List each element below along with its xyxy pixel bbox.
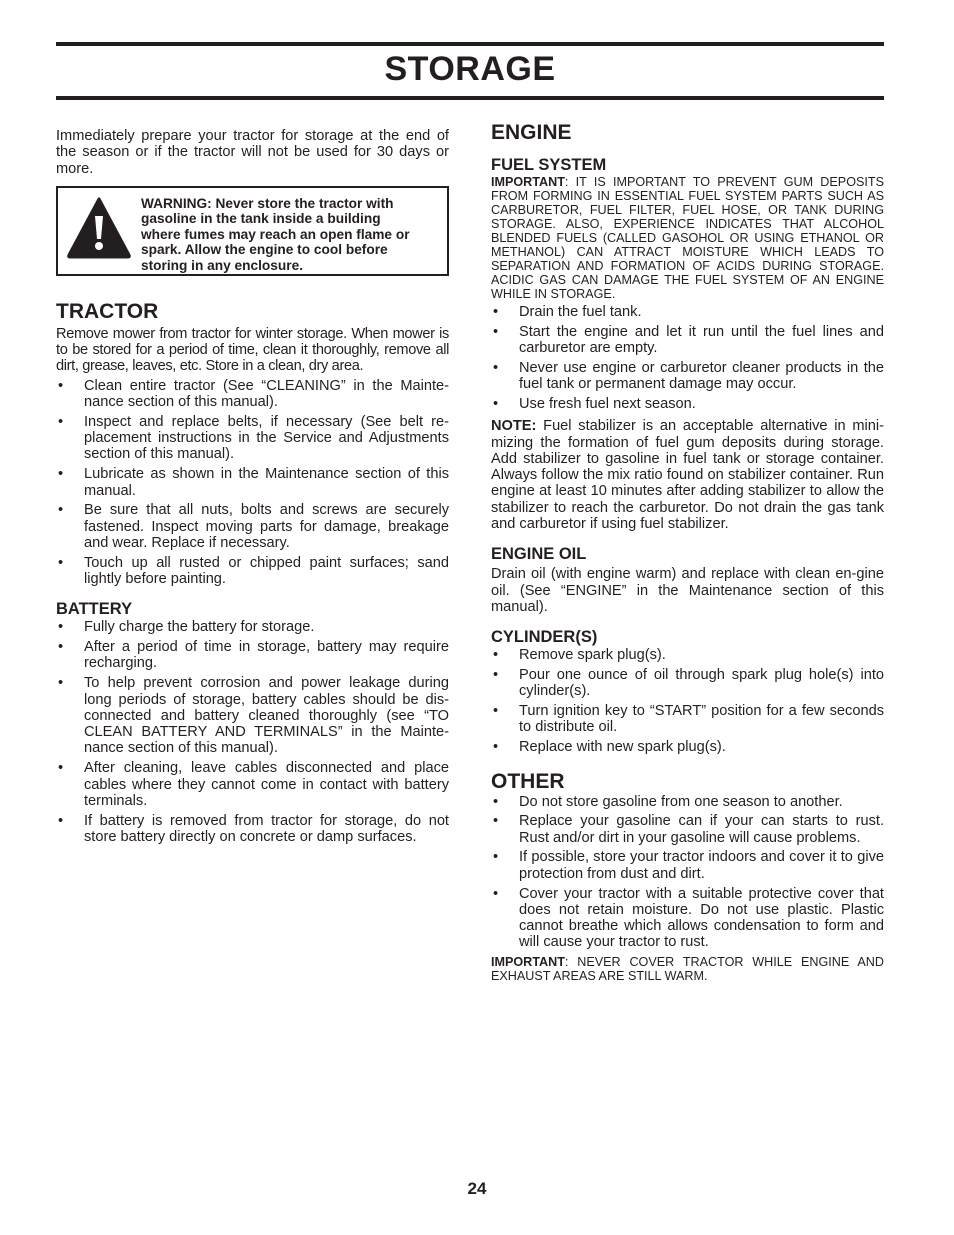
note-text: Fuel stabilizer is an acceptable alternative in mini-mizing the formation of fuel gum deposits during storage. Add stabilizer to gasoline in fuel tank or storage container. Always follow the mix ratio found on stabilizer container. Run engine at least 10 minutes after adding stabilizer to allow the stabilizer to reach the carburetor. Do not drain the gas tank and carburetor if using fuel stabilizer. <box>491 418 884 533</box>
intro-paragraph: Immediately prepare your tractor for storage at the end of the season or if the tractor will not be used for 30 days or more. <box>56 128 449 177</box>
list-item: • Start the engine and let it run until the fuel lines and carburetor are empty. <box>491 324 884 357</box>
other-important-paragraph <box>491 955 884 983</box>
list-item: • Clean entire tractor (See “CLEANING” in the Mainte-nance section of this manual). <box>56 378 449 411</box>
other-list <box>491 794 884 951</box>
important-text: : IT IS IMPORTANT TO PREVENT GUM DEPOSITS FROM FORMING IN ESSENTIAL FUEL SYSTEM PARTS SUCH AS CARBURETOR, FUEL FILTER, FUEL HOSE, OR TANK DURING STORAGE. ALSO, EXPERIENCE INDICATES THAT ALCOHOL BLENDED FUELS (CALLED GASOHOL OR USING ETHANOL OR METHANOL) CAN ATTRACT MOISTURE WHICH LEADS TO SEPARATION AND FORMATION OF ACIDS DURING STORAGE. ACIDIC GAS CAN DAMAGE THE FUEL SYSTEM OF AN ENGINE WHILE IN STORAGE. <box>491 175 884 301</box>
header-rule-top <box>56 42 884 46</box>
battery-list <box>56 619 449 845</box>
list-item: • Touch up all rusted or chipped paint surfaces; sand lightly before painting. <box>56 555 449 588</box>
list-item: • Be sure that all nuts, bolts and screws are securely fastened. Inspect moving parts for damage, breakage and wear. Replace if necessary. <box>56 502 449 551</box>
list-item: • After cleaning, leave cables disconnected and place cables where they cannot come in contact with battery terminals. <box>56 760 449 809</box>
list-item: • Turn ignition key to “START” position for a few seconds to distribute oil. <box>491 703 884 736</box>
engine-heading: ENGINE <box>491 121 572 144</box>
list-item: • Pour one ounce of oil through spark plug hole(s) into cylinder(s). <box>491 667 884 700</box>
important-text: : NEVER COVER TRACTOR WHILE ENGINE AND EXHAUST AREAS ARE STILL WARM. <box>491 954 884 983</box>
warning-box <box>56 186 449 276</box>
fuel-note-paragraph <box>491 418 884 532</box>
list-item: • Never use engine or carburetor cleaner products in the fuel tank or permanent damage may occur. <box>491 360 884 393</box>
list-item: • If possible, store your tractor indoors and cover it to give protection from dust and dirt. <box>491 849 884 882</box>
list-item: • Lubricate as shown in the Maintenance section of this manual. <box>56 466 449 499</box>
list-item: • Inspect and replace belts, if necessary (See belt re-placement instructions in the Service and Adjustments section of this manual). <box>56 414 449 463</box>
list-item: • Replace with new spark plug(s). <box>491 739 884 755</box>
warning-text: WARNING: Never store the tractor with gasoline in the tank inside a building where fumes may reach an open flame or spark. Allow the engine to cool before storing in any enclosure. <box>141 195 410 273</box>
fuel-system-heading: FUEL SYSTEM <box>491 156 607 174</box>
important-label: IMPORTANT <box>491 954 565 969</box>
other-heading: OTHER <box>491 769 565 793</box>
header-rule-bottom <box>56 96 884 100</box>
engine-oil-heading: ENGINE OIL <box>491 545 587 564</box>
list-item: • Replace your gasoline can if your can starts to rust. Rust and/or dirt in your gasoline will cause problems. <box>491 813 884 846</box>
warning-triangle-icon <box>66 196 132 260</box>
list-item: • Use fresh fuel next season. <box>491 396 884 412</box>
list-item: • If battery is removed from tractor for storage, do not store battery directly on concrete or damp surfaces. <box>56 813 449 846</box>
list-item: • Do not store gasoline from one season to another. <box>491 794 884 810</box>
list-item: • Remove spark plug(s). <box>491 647 884 663</box>
list-item: • Fully charge the battery for storage. <box>56 619 449 635</box>
left-column <box>56 128 449 849</box>
tractor-heading: TRACTOR <box>56 299 159 323</box>
right-column <box>491 121 884 983</box>
engine-oil-text: Drain oil (with engine warm) and replace with clean en-gine oil. (See “ENGINE” in the Maintenance section of this manual). <box>491 566 884 615</box>
important-label: IMPORTANT <box>491 175 565 189</box>
cylinders-heading: CYLINDER(S) <box>491 628 598 647</box>
list-item: • After a period of time in storage, battery may require recharging. <box>56 639 449 672</box>
battery-heading: BATTERY <box>56 600 133 619</box>
list-item: • Cover your tractor with a suitable protective cover that does not retain moisture. Do not use plastic. Plastic cannot breathe which allows condensation to form and will cause your tractor to rust. <box>491 886 884 951</box>
page-title: STORAGE <box>384 50 556 88</box>
fuel-important-paragraph <box>491 175 884 301</box>
tractor-intro: Remove mower from tractor for winter storage. When mower is to be stored for a period of time, clean it thoroughly, remove all dirt, grease, leaves, etc. Store in a clean, dry area. <box>56 325 449 375</box>
page-number: 24 <box>467 1179 487 1198</box>
cylinders-list <box>491 647 884 755</box>
list-item: • Drain the fuel tank. <box>491 304 884 320</box>
fuel-list <box>491 304 884 412</box>
note-label: NOTE: <box>491 418 537 435</box>
list-item: • To help prevent corrosion and power leakage during long periods of storage, battery cables should be dis-connected and battery cleaned thoroughly (see “TO CLEAN BATTERY AND TERMINALS” in the Mainte-nance section of this manual). <box>56 675 449 756</box>
tractor-list <box>56 378 449 588</box>
